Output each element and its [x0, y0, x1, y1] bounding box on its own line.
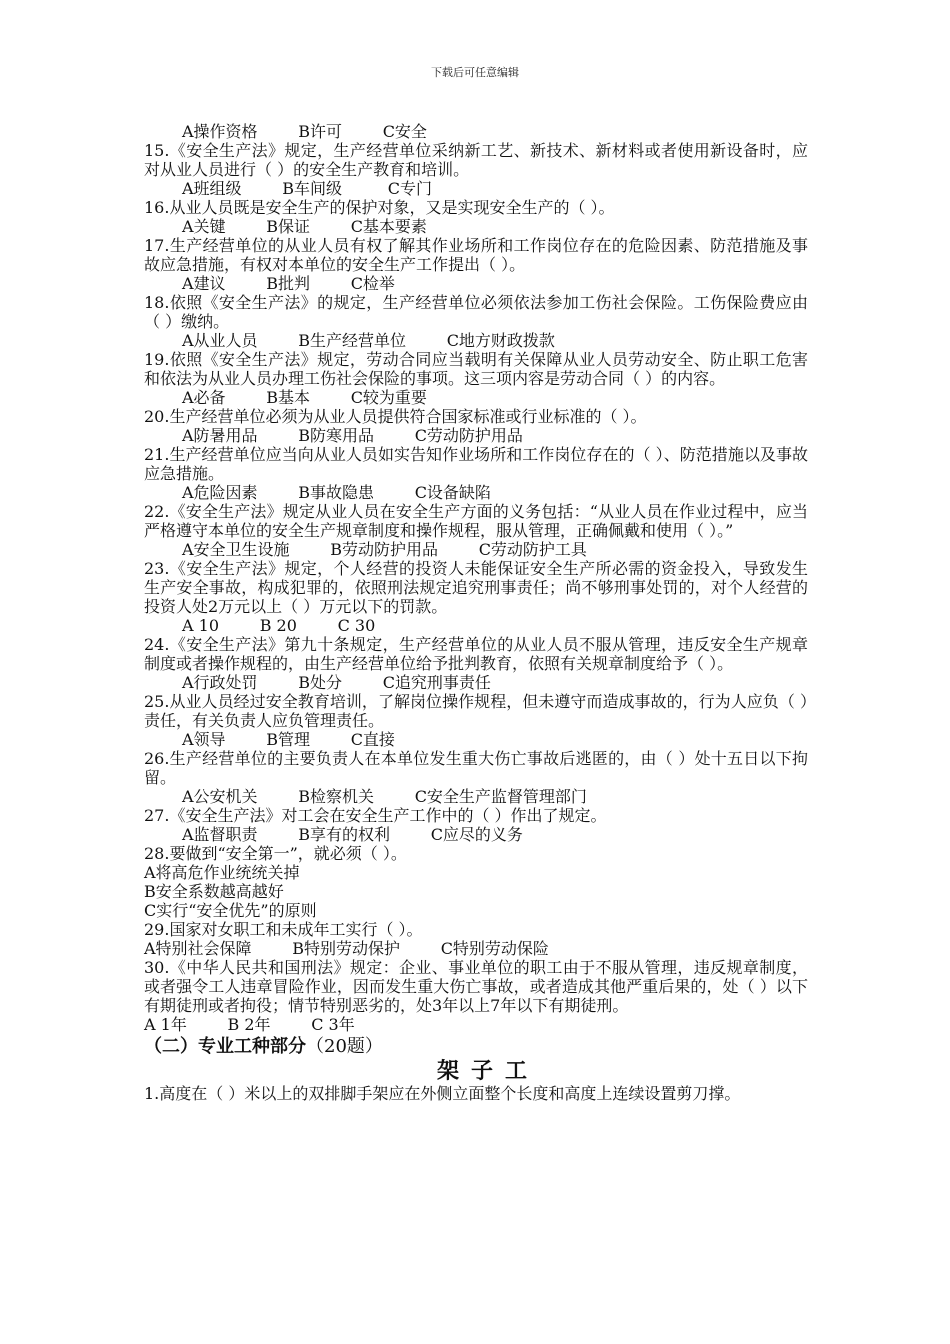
section-count: （20题）	[306, 1036, 383, 1057]
answer-options: A防暑用品 B防寒用品 C劳动防护用品	[182, 426, 523, 445]
question-text: 22.《安全生产法》规定从业人员在安全生产方面的义务包括：“从业人员在作业过程中，应当严格遵守本单位的安全生产规章制度和操作规程，服从管理，正确佩戴和使用（ ）。”	[144, 502, 808, 540]
answer-options: B安全系数越高越好	[144, 882, 284, 901]
answer-options: A操作资格 B许可 C安全	[182, 122, 427, 141]
answer-options: A从业人员 B生产经营单位 C地方财政拨款	[182, 331, 555, 350]
answer-options: A将高危作业统统关掉	[144, 863, 300, 882]
question-text: 1.高度在（ ）米以上的双排脚手架应在外侧立面整个长度和高度上连续设置剪刀撑。	[144, 1084, 741, 1103]
question-text: 28.要做到“安全第一”，就必须（ ）。	[144, 844, 407, 863]
question-text: 18.依照《安全生产法》的规定，生产经营单位必须依法参加工伤社会保险。工伤保险费应由（ ）缴纳。	[144, 293, 808, 331]
question-text: 25.从业人员经过安全教育培训，了解岗位操作规程，但未遵守而造成事故的，行为人应负（ ）责任，有关负责人应负管理责任。	[144, 692, 808, 730]
question-text: 29.国家对女职工和未成年工实行（ ）。	[144, 920, 423, 939]
answer-options: A监督职责 B享有的权利 C应尽的义务	[182, 825, 523, 844]
question-text: 23.《安全生产法》规定，个人经营的投资人未能保证安全生产所必需的资金投入，导致发生生产安全事故，构成犯罪的，依照刑法规定追究刑事责任；尚不够刑事处罚的，对个人经营的投资人处2万元以上（ ）万元以下的罚款。	[144, 559, 808, 616]
answer-options: A危险因素 B事故隐患 C设备缺陷	[182, 483, 491, 502]
answer-options: A 10 B 20 C 30	[182, 616, 376, 635]
answer-options: A必备 B基本 C较为重要	[182, 388, 427, 407]
question-text: 17.生产经营单位的从业人员有权了解其作业场所和工作岗位存在的危险因素、防范措施及事故应急措施，有权对本单位的安全生产工作提出（ ）。	[144, 236, 808, 274]
question-text: 21.生产经营单位应当向从业人员如实告知作业场所和工作岗位存在的（ ）、防范措施以及事故应急措施。	[144, 445, 808, 483]
answer-options: A特别社会保障 B特别劳动保护 C特别劳动保险	[144, 939, 549, 958]
question-text: 16.从业人员既是安全生产的保护对象，又是实现安全生产的（ ）。	[144, 198, 615, 217]
question-text: 15.《安全生产法》规定，生产经营单位采纳新工艺、新技术、新材料或者使用新设备时，应对从业人员进行（ ）的安全生产教育和培训。	[144, 141, 808, 179]
answer-options: A领导 B管理 C直接	[182, 730, 395, 749]
section-heading	[144, 1034, 808, 1060]
job-title: 架子工	[436, 1059, 539, 1084]
answer-options: A安全卫生设施 B劳动防护用品 C劳动防护工具	[182, 540, 587, 559]
question-text: 24.《安全生产法》第九十条规定，生产经营单位的从业人员不服从管理，违反安全生产规章制度或者操作规程的，由生产经营单位给予批判教育，依照有关规章制度给予（ ）。	[144, 635, 808, 673]
question-text: 27.《安全生产法》对工会在安全生产工作中的（ ）作出了规定。	[144, 806, 607, 825]
answer-options: A关键 B保证 C基本要素	[182, 217, 427, 236]
question-text: 26.生产经营单位的主要负责人在本单位发生重大伤亡事故后逃匿的，由（ ）处十五日以下拘留。	[144, 749, 808, 787]
question-text: 19.依照《安全生产法》规定，劳动合同应当载明有关保障从业人员劳动安全、防止职工危害和依法为从业人员办理工伤社会保险的事项。这三项内容是劳动合同（ ）的内容。	[144, 350, 808, 388]
answer-options: A建议 B批判 C检举	[182, 274, 395, 293]
question-text: 20.生产经营单位必须为从业人员提供符合国家标准或行业标准的（ ）。	[144, 407, 647, 426]
document-body	[144, 122, 808, 1103]
page-header: 下载后可任意编辑	[431, 66, 519, 79]
answer-options: A 1年 B 2年 C 3年	[144, 1015, 355, 1034]
question-text: 30.《中华人民共和国刑法》规定：企业、事业单位的职工由于不服从管理，违反规章制度，或者强令工人违章冒险作业，因而发生重大伤亡事故，或者造成其他严重后果的，处（ ）以下有期徒刑或者拘役；情节特别恶劣的，处3年以上7年以下有期徒刑。	[144, 958, 808, 1015]
answer-options: C实行“安全优先”的原则	[144, 901, 317, 920]
section-title: （二）专业工种部分	[144, 1036, 306, 1057]
question-list	[144, 122, 808, 1034]
answer-options: A班组级 B车间级 C专门	[182, 179, 433, 198]
answer-options: A行政处罚 B处分 C追究刑事责任	[182, 673, 491, 692]
answer-options: A公安机关 B检察机关 C安全生产监督管理部门	[182, 787, 587, 806]
